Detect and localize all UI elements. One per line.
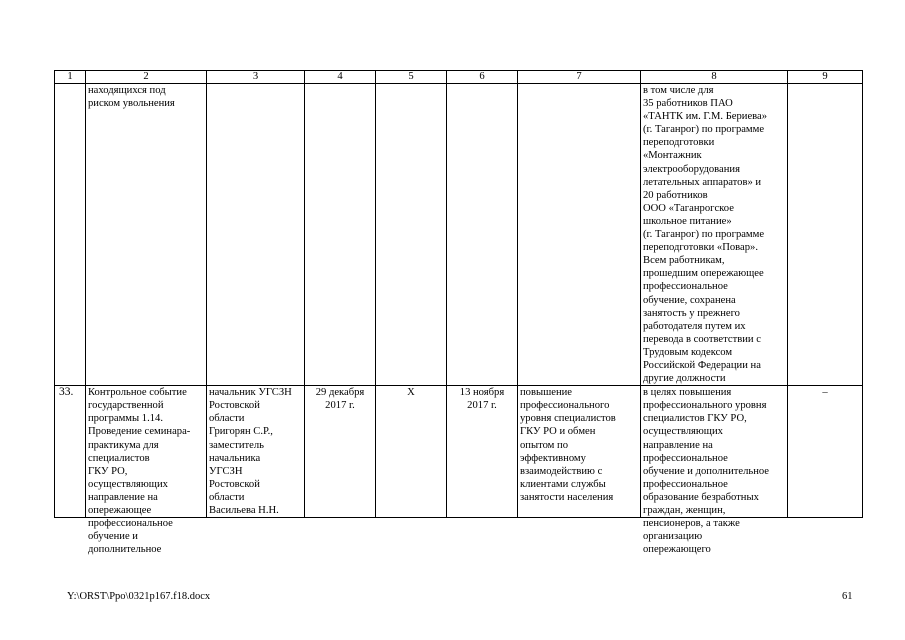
col-header-7: 7 xyxy=(518,71,641,84)
col-header-1: 1 xyxy=(55,71,86,84)
table-row-33 xyxy=(55,386,863,518)
cell-actual-date xyxy=(447,84,518,386)
cell-reasons: – xyxy=(788,386,863,518)
col-header-3: 3 xyxy=(207,71,305,84)
cell-event-name-wrap xyxy=(86,386,207,556)
cell-responsible xyxy=(207,84,305,386)
col-header-8: 8 xyxy=(641,71,788,84)
cell-event-name: Контрольное событие государственной программы 1.14. Проведение семинара- практикума для специалистов ГКУ РО, осуществляющих направление на опережающее профессиональное обучение и дополнительное xyxy=(88,387,191,556)
col-header-2: 2 xyxy=(86,71,207,84)
col-header-9: 9 xyxy=(788,71,863,84)
column-number-row xyxy=(55,71,863,84)
table-row-continued xyxy=(55,84,863,386)
cell-reasons xyxy=(788,84,863,386)
col-header-5: 5 xyxy=(376,71,447,84)
cell-actual-result: в том числе для 35 работников ПАО «ТАНТК им. Г.М. Бериева» (г. Таганрог) по программе переподготовки «Монтажник электрооборудования летательных аппаратов» и 20 работников ООО «Таганрогское школьное питание» (г. Таганрог) по программе переподготовки «Повар». Всем работникам, прошедшим опережающее профессиональное обучение, сохранена занятость у прежнего работодателя путем их перевода в соответствии с Трудовым кодексом Российской Федерации на другие должности xyxy=(641,84,788,386)
cell-expected-result: повышение профессионального уровня специалистов ГКУ РО и обмен опытом по эффективному взаимодействию с клиентами службы занятости населения xyxy=(518,386,641,518)
cell-expected-result xyxy=(518,84,641,386)
cell-responsible: начальник УГСЗН Ростовской области Григорян С.Р., заместитель начальника УГСЗН Ростовской области Васильева Н.Н. xyxy=(207,386,305,518)
document-table xyxy=(54,70,863,556)
cell-actual-result: в целях повышения профессионального уровня специалистов ГКУ РО, осуществляющих направление на профессиональное обучение и дополнительное профессиональное образование безработных граждан, женщин, пенсионеров, а также организацию опережающего xyxy=(643,387,770,556)
cell-column-5: Х xyxy=(376,386,447,518)
footer-page-number: 61 xyxy=(842,591,853,602)
cell-column-5 xyxy=(376,84,447,386)
col-header-4: 4 xyxy=(305,71,376,84)
cell-number xyxy=(55,84,86,386)
footer-file-path: Y:\ORST\Ppo\0321p167.f18.docx xyxy=(67,591,211,602)
cell-planned-date xyxy=(305,84,376,386)
cell-planned-date: 29 декабря 2017 г. xyxy=(305,386,376,518)
col-header-6: 6 xyxy=(447,71,518,84)
cell-event-name: находящихся под риском увольнения xyxy=(86,84,207,386)
cell-actual-result-wrap xyxy=(641,386,788,556)
cell-number: 33. xyxy=(55,386,86,518)
cell-actual-date: 13 ноября 2017 г. xyxy=(447,386,518,518)
